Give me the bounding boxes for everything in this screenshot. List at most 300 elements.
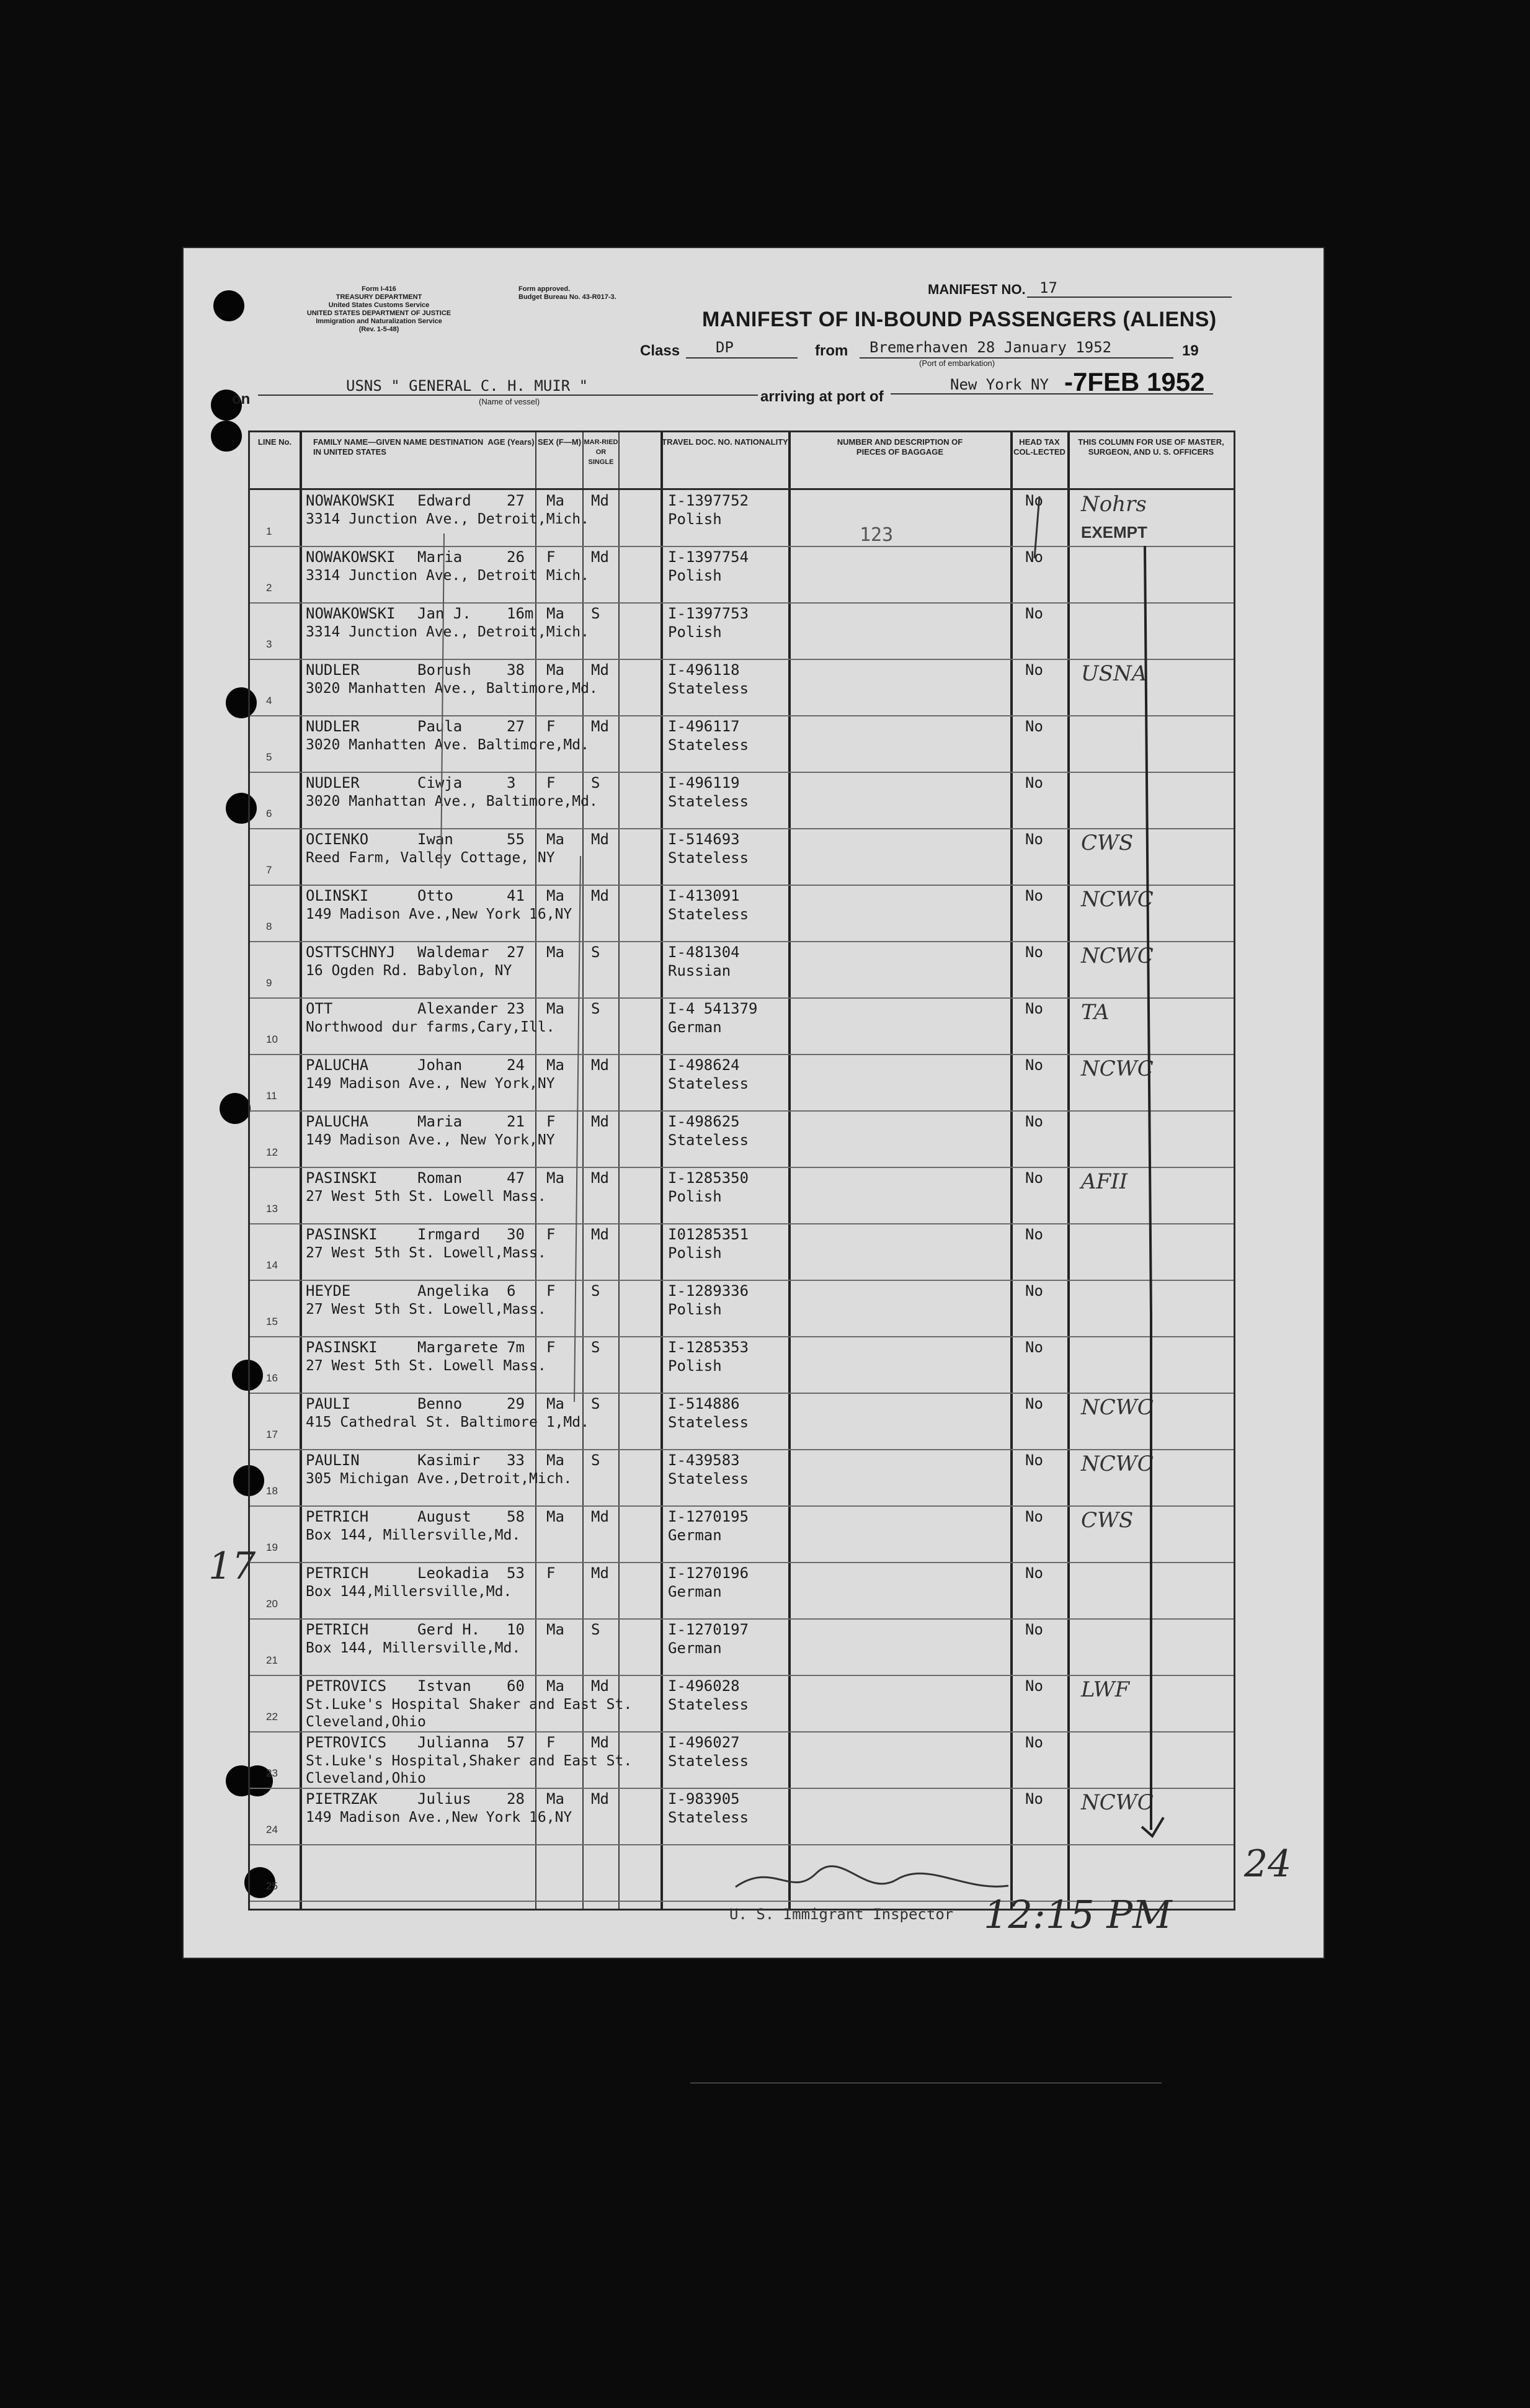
destination: 3020 Manhattan Ave., Baltimore,Md. (306, 793, 598, 809)
family-name: NOWAKOWSKI (306, 605, 396, 622)
given-name: Benno (417, 1395, 463, 1412)
officer-note: EXEMPT (1081, 523, 1147, 542)
head-tax: No (1025, 1564, 1043, 1582)
family-name: NUDLER (306, 774, 360, 792)
form-number: Form I-416 (362, 285, 396, 293)
marital-status: Md (591, 1508, 609, 1525)
travel-doc: I-496119 (668, 774, 740, 792)
family-name: OSTTSCHNYJ (306, 943, 396, 961)
head-tax: No (1025, 1677, 1043, 1695)
travel-doc: I-1270195 (668, 1508, 749, 1525)
col-head-travel: TRAVEL DOC. NO. NATIONALITY (662, 437, 788, 447)
given-name: Julianna (417, 1734, 489, 1751)
age: 23 (507, 1000, 525, 1017)
head-tax: No (1025, 1339, 1043, 1356)
officer-note: NCWC (1081, 887, 1154, 912)
age: 30 (507, 1226, 525, 1243)
head-tax: No (1025, 661, 1043, 679)
destination: Northwood dur farms,Cary,Ill. (306, 1019, 555, 1035)
marital-status: Md (591, 1564, 609, 1582)
line-number: 2 (266, 582, 272, 594)
line-number: 23 (266, 1767, 278, 1779)
family-name: HEYDE (306, 1282, 351, 1300)
travel-doc: I-496028 (668, 1677, 740, 1695)
marital-status: S (591, 1621, 600, 1638)
sex: Ma (546, 1621, 564, 1638)
sex: Ma (546, 887, 564, 904)
line-number: 11 (266, 1090, 277, 1102)
given-name: Edward (417, 492, 471, 509)
line-number: 9 (266, 977, 272, 989)
check-stroke (1034, 496, 1039, 558)
officer-note: NCWC (1081, 1451, 1154, 1476)
family-name: PAULIN (306, 1451, 360, 1469)
age: 28 (507, 1790, 525, 1808)
line-number: 3 (266, 638, 272, 650)
embark-note: (Port of embarkation) (919, 359, 995, 368)
head-tax: No (1025, 1000, 1043, 1017)
baggage-mark: 123 (860, 524, 894, 546)
given-name: Maria (417, 1113, 463, 1130)
sex: Ma (546, 1000, 564, 1017)
officer-note: NCWC (1081, 943, 1154, 968)
marital-status: Md (591, 1790, 609, 1808)
destination: 3314 Junction Ave., Detroit,Mich. (306, 511, 589, 527)
travel-doc: I-413091 (668, 887, 740, 904)
destination: 305 Michigan Ave.,Detroit,Mich. (306, 1471, 572, 1487)
travel-doc: I-514886 (668, 1395, 740, 1412)
family-name: PALUCHA (306, 1113, 369, 1130)
head-tax: No (1025, 1169, 1043, 1187)
head-tax: No (1025, 1451, 1043, 1469)
nationality: Polish (668, 1301, 722, 1318)
travel-doc: I01285351 (668, 1226, 749, 1243)
sex: Ma (546, 1451, 564, 1469)
destination: 3020 Manhatten Ave., Baltimore,Md. (306, 680, 598, 697)
sex: Ma (546, 1790, 564, 1808)
head-tax: No (1025, 1621, 1043, 1638)
nationality: German (668, 1527, 722, 1544)
travel-doc: I-1285350 (668, 1169, 749, 1187)
from-label: from (815, 342, 848, 359)
officer-note: CWS (1081, 1508, 1134, 1533)
nationality: Stateless (668, 793, 749, 810)
travel-doc: I-4 541379 (668, 1000, 758, 1017)
marital-status: Md (591, 548, 609, 566)
line-number: 5 (266, 751, 272, 763)
nationality: Stateless (668, 1752, 749, 1770)
age: 53 (507, 1564, 525, 1582)
travel-doc: I-983905 (668, 1790, 740, 1808)
officer-note: USNA (1081, 661, 1147, 686)
travel-doc: I-496118 (668, 661, 740, 679)
destination: Box 144,Millersville,Md. (306, 1584, 512, 1600)
destination: St.Luke's Hospital Shaker and East St. (306, 1697, 633, 1713)
nationality: German (668, 1583, 722, 1600)
given-name: August (417, 1508, 471, 1525)
age: 55 (507, 831, 525, 848)
marital-status: S (591, 605, 600, 622)
age: 16m (507, 605, 534, 622)
nationality: Stateless (668, 736, 749, 754)
family-name: OCIENKO (306, 831, 369, 848)
line-number: 17 (266, 1429, 278, 1440)
family-name: PASINSKI (306, 1339, 378, 1356)
given-name: Alexander (417, 1000, 499, 1017)
col-head-line: LINE No. (257, 437, 292, 447)
destination: 149 Madison Ave.,New York 16,NY (306, 906, 572, 922)
head-tax: No (1025, 492, 1043, 509)
tally-lines (441, 533, 580, 1402)
year-suffix: 19 (1182, 342, 1199, 359)
sex: F (546, 1339, 556, 1356)
line-number: 22 (266, 1711, 278, 1723)
col-head-officers: THIS COLUMN FOR USE OF MASTER, SURGEON, AND U. S. OFFICERS (1078, 437, 1224, 457)
col-head-tax: HEAD TAX COL-LECTED (1013, 437, 1065, 457)
head-tax: No (1025, 1056, 1043, 1074)
age: 27 (507, 718, 525, 735)
given-name: Kasimir (417, 1451, 481, 1469)
pen-marks (184, 248, 1323, 1958)
col-head-name: FAMILY NAME—GIVEN NAME DESTINATION IN UNITED STATES (313, 437, 484, 457)
officer-note: NCWC (1081, 1056, 1154, 1081)
nationality: Stateless (668, 1075, 749, 1092)
sex: Ma (546, 605, 564, 622)
given-name: Otto (417, 887, 453, 904)
col-head-baggage: NUMBER AND DESCRIPTION OF PIECES OF BAGGAGE (837, 437, 963, 457)
family-name: OLINSKI (306, 887, 369, 904)
head-tax: No (1025, 1508, 1043, 1525)
head-tax: No (1025, 718, 1043, 735)
age: 38 (507, 661, 525, 679)
marital-status: Md (591, 718, 609, 735)
line-number: 15 (266, 1316, 278, 1327)
nationality: Polish (668, 511, 722, 528)
marital-status: S (591, 943, 600, 961)
family-name: NOWAKOWSKI (306, 492, 396, 509)
age: 41 (507, 887, 525, 904)
arrival-port: New York NY (950, 376, 1049, 393)
destination: 415 Cathedral St. Baltimore 1,Md. (306, 1414, 589, 1430)
sex: F (546, 1113, 556, 1130)
line-number: 14 (266, 1259, 278, 1271)
marital-status: S (591, 1395, 600, 1412)
nationality: Polish (668, 1188, 722, 1205)
travel-doc: I-1397754 (668, 548, 749, 566)
officer-note: CWS (1081, 831, 1134, 855)
given-name: Margarete (417, 1339, 499, 1356)
given-name: Johan (417, 1056, 463, 1074)
manifest-title: MANIFEST OF IN-BOUND PASSENGERS (ALIENS) (702, 308, 1217, 331)
age: 26 (507, 548, 525, 566)
count-note: 24 (1244, 1842, 1292, 1886)
destination: 16 Ogden Rd. Babylon, NY (306, 963, 512, 979)
marital-status: Md (591, 1677, 609, 1695)
given-name: Iwan (417, 831, 453, 848)
line-number: 12 (266, 1146, 278, 1158)
age: 10 (507, 1621, 525, 1638)
dept-name: TREASURY DEPARTMENT (336, 293, 422, 301)
travel-doc: I-496027 (668, 1734, 740, 1751)
nationality: Stateless (668, 906, 749, 923)
destination: 149 Madison Ave., New York,NY (306, 1076, 555, 1092)
sex: Ma (546, 1056, 564, 1074)
line-number: 13 (266, 1203, 278, 1215)
family-name: NOWAKOWSKI (306, 548, 396, 566)
sex: Ma (546, 1508, 564, 1525)
nationality: Polish (668, 623, 722, 641)
sex: Ma (546, 943, 564, 961)
family-name: PETRICH (306, 1508, 369, 1525)
from-value: Bremerhaven 28 January 1952 (870, 339, 1112, 356)
given-name: Waldemar (417, 943, 489, 961)
nationality: German (668, 1639, 722, 1657)
officer-note: Nohrs (1081, 492, 1147, 517)
travel-doc: I-498625 (668, 1113, 740, 1130)
line-number: 6 (266, 808, 272, 819)
family-name: PASINSKI (306, 1169, 378, 1187)
family-name: NUDLER (306, 661, 360, 679)
inspector-signature (736, 1866, 1008, 1887)
family-name: PASINSKI (306, 1226, 378, 1243)
travel-doc: I-481304 (668, 943, 740, 961)
given-name: Julius (417, 1790, 471, 1808)
family-name: OTT (306, 1000, 333, 1017)
given-name: Gerd H. (417, 1621, 481, 1638)
col-head-married: MAR-RIED OR SINGLE (584, 439, 618, 466)
officer-note: NCWC (1081, 1790, 1154, 1815)
line-number: 20 (266, 1598, 278, 1610)
line-number: 8 (266, 921, 272, 932)
arriving-label: arriving at port of (760, 388, 884, 405)
nationality: Stateless (668, 849, 749, 867)
destination: Box 144, Millersville,Md. (306, 1640, 521, 1656)
signature-line (690, 2082, 1162, 2084)
nationality: Stateless (668, 680, 749, 697)
head-tax: No (1025, 1226, 1043, 1243)
given-name: Paula (417, 718, 463, 735)
marital-status: Md (591, 831, 609, 848)
marital-status: S (591, 1000, 600, 1017)
margin-note: 17 (208, 1545, 256, 1588)
given-name: Maria (417, 548, 463, 566)
sex: Ma (546, 492, 564, 509)
travel-doc: I-498624 (668, 1056, 740, 1074)
head-tax: No (1025, 1734, 1043, 1751)
age: 60 (507, 1677, 525, 1695)
ins-name: Immigration and Naturalization Service (316, 318, 442, 325)
age: 47 (507, 1169, 525, 1187)
inspector-label: U. S. Immigrant Inspector (729, 1906, 954, 1923)
age: 21 (507, 1113, 525, 1130)
head-tax: No (1025, 887, 1043, 904)
marital-status: Md (591, 1169, 609, 1187)
nationality: Stateless (668, 1414, 749, 1431)
line-number: 24 (266, 1824, 278, 1835)
manifest-no-value: 17 (1039, 279, 1057, 297)
family-name: PALUCHA (306, 1056, 369, 1074)
travel-doc: I-1397752 (668, 492, 749, 509)
nationality: German (668, 1019, 722, 1036)
destination: 27 West 5th St. Lowell,Mass. (306, 1301, 546, 1318)
family-name: PETROVICS (306, 1734, 387, 1751)
head-tax: No (1025, 605, 1043, 622)
age: 33 (507, 1451, 525, 1469)
destination: 3314 Junction Ave., Detroit Mich. (306, 568, 589, 584)
nationality: Stateless (668, 1809, 749, 1826)
destination: St.Luke's Hospital,Shaker and East St. (306, 1753, 633, 1769)
destination: Reed Farm, Valley Cottage, NY (306, 850, 555, 866)
col-head-sex: SEX (F—M) (537, 437, 582, 447)
destination: 3020 Manhatten Ave. Baltimore,Md. (306, 737, 589, 753)
marital-status: Md (591, 1056, 609, 1074)
age: 3 (507, 774, 516, 792)
destination: 149 Madison Ave.,New York 16,NY (306, 1809, 572, 1826)
family-name: NUDLER (306, 718, 360, 735)
age: 58 (507, 1508, 525, 1525)
destination: 27 West 5th St. Lowell Mass. (306, 1358, 546, 1374)
family-name: PETRICH (306, 1621, 369, 1638)
age: 27 (507, 943, 525, 961)
travel-doc: I-1270197 (668, 1621, 749, 1638)
line-number: 7 (266, 864, 272, 876)
sex: F (546, 774, 556, 792)
col-head-age: AGE (Years) (487, 437, 535, 447)
manifest-sheet (184, 248, 1323, 1958)
sex: Ma (546, 1395, 564, 1412)
head-tax: No (1025, 943, 1043, 961)
marital-status: Md (591, 887, 609, 904)
marital-status: Md (591, 492, 609, 509)
head-tax: No (1025, 548, 1043, 566)
age: 57 (507, 1734, 525, 1751)
sex: F (546, 548, 556, 566)
given-name: Borush (417, 661, 471, 679)
sex: Ma (546, 831, 564, 848)
line-number: 16 (266, 1372, 278, 1384)
sex: Ma (546, 1677, 564, 1695)
line-number: 4 (266, 695, 272, 707)
family-name: PETROVICS (306, 1677, 387, 1695)
form-revision: (Rev. 1-5-48) (358, 326, 399, 333)
sex: Ma (546, 661, 564, 679)
budget-bureau: Budget Bureau No. 43-R017-3. (518, 293, 616, 301)
sex: F (546, 1282, 556, 1300)
head-tax: No (1025, 1790, 1043, 1808)
travel-doc: I-1270196 (668, 1564, 749, 1582)
line-number: 25 (266, 1880, 278, 1892)
sex: F (546, 1564, 556, 1582)
line-number: 21 (266, 1654, 278, 1666)
given-name: Ciwja (417, 774, 463, 792)
destination-line2: Cleveland,Ohio (306, 1714, 426, 1730)
marital-status: Md (591, 1226, 609, 1243)
destination: 3314 Junction Ave., Detroit,Mich. (306, 624, 589, 640)
family-name: PETRICH (306, 1564, 369, 1582)
form-approved: Form approved. (518, 285, 571, 293)
head-tax: No (1025, 1282, 1043, 1300)
travel-doc: I-439583 (668, 1451, 740, 1469)
age: 6 (507, 1282, 516, 1300)
given-name: Leokadia (417, 1564, 489, 1582)
customs-name: United States Customs Service (328, 301, 430, 309)
given-name: Roman (417, 1169, 463, 1187)
destination: Box 144, Millersville,Md. (306, 1527, 521, 1543)
line-number: 10 (266, 1033, 278, 1045)
officer-note: NCWC (1081, 1395, 1154, 1420)
class-label: Class (640, 342, 680, 359)
marital-status: Md (591, 1113, 609, 1130)
officer-note: AFII (1081, 1169, 1128, 1194)
travel-doc: I-1289336 (668, 1282, 749, 1300)
head-tax: No (1025, 831, 1043, 848)
age: 27 (507, 492, 525, 509)
vessel-note: (Name of vessel) (479, 397, 540, 406)
marital-status: S (591, 774, 600, 792)
travel-doc: I-496117 (668, 718, 740, 735)
destination: 149 Madison Ave., New York,NY (306, 1132, 555, 1148)
sex: F (546, 718, 556, 735)
line-number: 19 (266, 1541, 278, 1553)
travel-doc: I-1397753 (668, 605, 749, 622)
justice-name: UNITED STATES DEPARTMENT OF JUSTICE (306, 310, 451, 317)
nationality: Stateless (668, 1696, 749, 1713)
marital-status: S (591, 1451, 600, 1469)
line-number: 18 (266, 1485, 278, 1497)
nationality: Polish (668, 1357, 722, 1375)
class-value: DP (716, 339, 734, 356)
age: 7m (507, 1339, 525, 1356)
travel-doc: I-1285353 (668, 1339, 749, 1356)
manifest-no-label: MANIFEST NO. (928, 282, 1026, 297)
marital-status: S (591, 1339, 600, 1356)
sex: F (546, 1734, 556, 1751)
marital-status: Md (591, 661, 609, 679)
nationality: Stateless (668, 1131, 749, 1149)
head-tax: No (1025, 774, 1043, 792)
given-name: Irmgard (417, 1226, 481, 1243)
travel-doc: I-514693 (668, 831, 740, 848)
sex: Ma (546, 1169, 564, 1187)
time-note: 12:15 PM (984, 1892, 1172, 1937)
destination: 27 West 5th St. Lowell,Mass. (306, 1245, 546, 1261)
head-tax: No (1025, 1395, 1043, 1412)
officer-note: LWF (1081, 1677, 1130, 1702)
sex: F (546, 1226, 556, 1243)
destination: 27 West 5th St. Lowell Mass. (306, 1188, 546, 1205)
nationality: Polish (668, 567, 722, 584)
checkmark (1142, 1817, 1163, 1836)
family-name: PIETRZAK (306, 1790, 378, 1808)
on-label: on (232, 391, 251, 408)
family-name: PAULI (306, 1395, 351, 1412)
nationality: Stateless (668, 1470, 749, 1487)
given-name: Jan J. (417, 605, 471, 622)
age: 24 (507, 1056, 525, 1074)
officer-note: TA (1081, 1000, 1110, 1025)
arrival-date-stamp: -7FEB 1952 (1064, 367, 1205, 396)
age: 29 (507, 1395, 525, 1412)
marital-status: S (591, 1282, 600, 1300)
vessel-name: USNS " GENERAL C. H. MUIR " (346, 377, 589, 395)
destination-line2: Cleveland,Ohio (306, 1770, 426, 1786)
vertical-pen-line (1145, 546, 1151, 1830)
given-name: Istvan (417, 1677, 471, 1695)
marital-status: Md (591, 1734, 609, 1751)
line-number: 1 (266, 525, 272, 537)
given-name: Angelika (417, 1282, 489, 1300)
nationality: Russian (668, 962, 731, 979)
